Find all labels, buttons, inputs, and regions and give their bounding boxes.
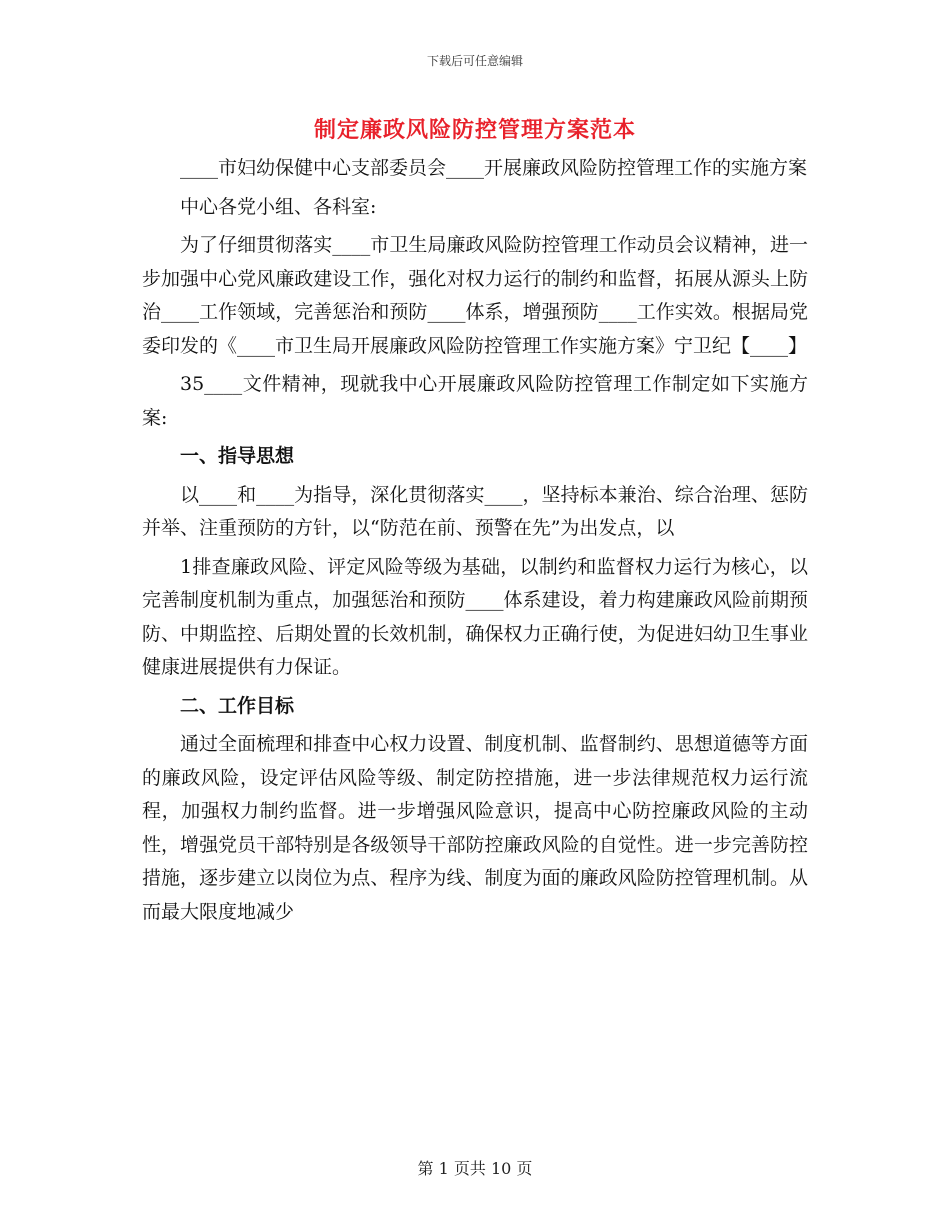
paragraph-work-goals: 通过全面梳理和排查中心权力设置、制度机制、监督制约、思想道德等方面的廉政风险，设定评估风险等级、制定防控措施，进一步法律规范权力运行流程，加强权力制约监督。进一步增强风险意识，提高中心防控廉政风险的主动性，增强党员干部特别是各级领导干部防控廉政风险的自觉性。进一步完善防控措施，逐步建立以岗位为点、程序为线、制度为面的廉政风险防控管理机制。从而最大限度地减少 bbox=[142, 733, 808, 923]
paragraph-intro: 为了仔细贯彻落实____市卫生局廉政风险防控管理工作动员会议精神，进一步加强中心党风廉政建设工作，强化对权力运行的制约和监督，拓展从源头上防治____工作领域，完善惩治和预防____体系，增强预防____工作实效。根据局党委印发的《____市卫生局开展廉政风险防控管理工作实施方案》宁卫纪【____】 bbox=[142, 234, 808, 357]
paragraph-guiding-thought: 以____和____为指导，深化贯彻落实____，坚持标本兼治、综合治理、惩防并举、注重预防的方针，以“防范在前、预警在先”为出发点，以 bbox=[142, 483, 808, 539]
section-heading-guiding-thought: 一、指导思想 bbox=[180, 445, 295, 467]
paragraph-guiding-thought-cont: 1排查廉政风险、评定风险等级为基础，以制约和监督权力运行为核心，以完善制度机制为重点，加强惩治和预防____体系建设，着力构建廉政风险前期预防、中期监控、后期处置的长效机制，确保权力正确行使，为促进妇幼卫生事业健康进展提供有力保证。 bbox=[142, 555, 808, 678]
document-body bbox=[142, 152, 808, 929]
paragraph-subtitle: ____市妇幼保健中心支部委员会____开展廉政风险防控管理工作的实施方案 bbox=[180, 157, 808, 179]
section-heading-work-goals: 二、工作目标 bbox=[180, 694, 295, 717]
header-note: 下载后可任意编辑 bbox=[426, 54, 523, 68]
document-title: 制定廉政风险防控管理方案范本 bbox=[313, 117, 636, 143]
page-footer: 第 1 页共 10 页 bbox=[417, 1159, 533, 1178]
paragraph-salutation: 中心各党小组、各科室: bbox=[180, 195, 377, 218]
paragraph-intro-cont: 35____文件精神，现就我中心开展廉政风险防控管理工作制定如下实施方案: bbox=[142, 373, 808, 429]
